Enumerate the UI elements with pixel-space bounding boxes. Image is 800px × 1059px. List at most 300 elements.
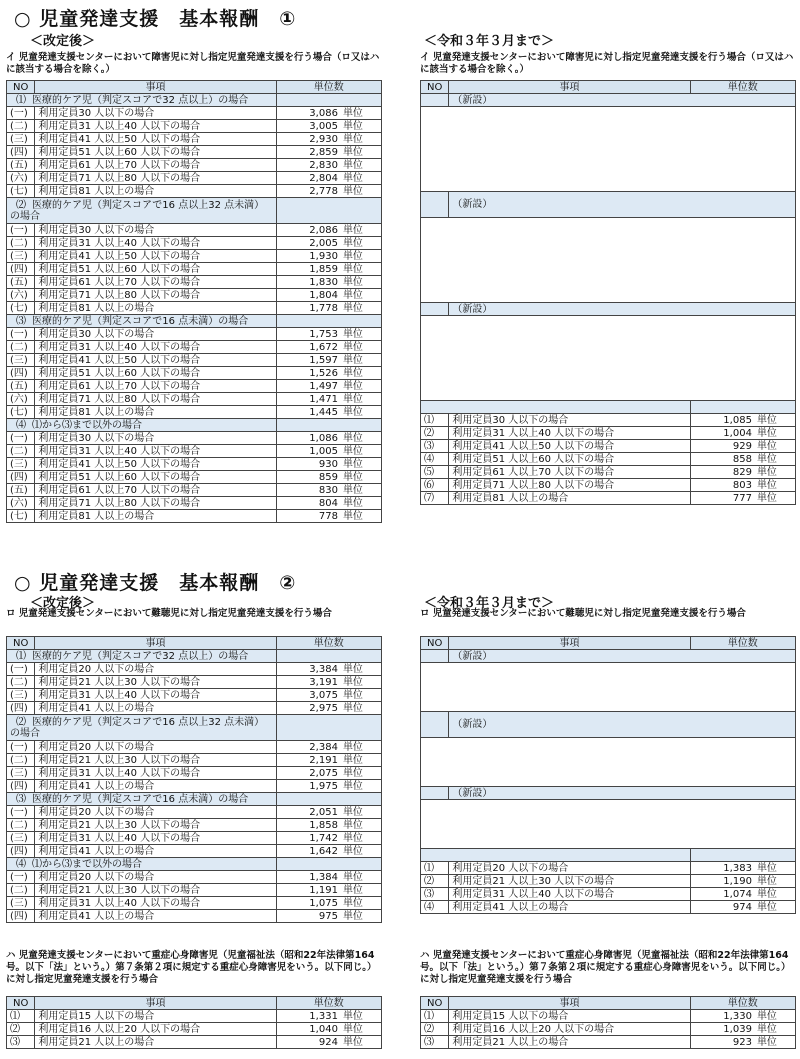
- row-unit-label: 単位: [341, 354, 382, 367]
- group-text: ⑴から⑶まで以外の場合: [32, 858, 142, 870]
- row-unit-label: 単位: [341, 871, 382, 884]
- row-item: 利用定員30 人以下の場合: [35, 107, 276, 120]
- blank-cell: [421, 290, 796, 303]
- row-item: 利用定員20 人以下の場合: [35, 741, 276, 754]
- table-row: [7, 133, 382, 146]
- group-units: [276, 419, 381, 432]
- blank-cell: [421, 675, 796, 687]
- group-units: [690, 401, 795, 414]
- row-units-value: 1,085: [690, 414, 755, 427]
- table-row: [7, 289, 382, 302]
- row-item: 利用定員81 人以上の場合: [35, 185, 276, 198]
- blank-row: [421, 167, 796, 179]
- row-item: 利用定員51 人以上60 人以下の場合: [449, 453, 690, 466]
- table-row: [7, 471, 382, 484]
- blank-row: [421, 750, 796, 762]
- row-item: 利用定員41 人以上50 人以下の場合: [35, 133, 276, 146]
- row-unit-label: 単位: [341, 328, 382, 341]
- table1-old: [420, 80, 796, 505]
- table-row: [421, 1023, 796, 1036]
- row-no: ⑷: [421, 901, 449, 914]
- blank-row: [421, 364, 796, 376]
- row-units-value: 1,445: [276, 406, 341, 419]
- row-unit-label: 単位: [341, 663, 382, 676]
- table-row: [7, 1010, 382, 1023]
- blank-row: [421, 242, 796, 254]
- row-units-value: 929: [690, 440, 755, 453]
- row-unit-label: 単位: [341, 263, 382, 276]
- group-units: [276, 94, 381, 107]
- group-row: [7, 419, 382, 432]
- table2-new: [6, 636, 382, 923]
- row-no: (三): [7, 897, 35, 910]
- blank-cell: [421, 836, 796, 849]
- row-no: (四): [7, 263, 35, 276]
- table-row: [7, 445, 382, 458]
- table-header: [421, 81, 796, 94]
- row-no: (三): [7, 354, 35, 367]
- group-row: [421, 849, 796, 862]
- table-row: [7, 172, 382, 185]
- table-header: [7, 81, 382, 94]
- blank-cell: [421, 364, 796, 376]
- row-no: ⑴: [421, 414, 449, 427]
- header-no: NO: [7, 637, 35, 650]
- table3-old: [420, 996, 796, 1049]
- blank-row: [421, 388, 796, 401]
- row-units-value: 777: [690, 492, 755, 505]
- row-unit-label: 単位: [755, 1036, 796, 1049]
- row-item: 利用定員16 人以上20 人以下の場合: [449, 1023, 690, 1036]
- blank-row: [421, 340, 796, 352]
- row-unit-label: 単位: [755, 440, 796, 453]
- table-row: [7, 780, 382, 793]
- blank-row: [421, 812, 796, 824]
- row-no: [421, 192, 449, 218]
- section3-new-desc: ハ 児童発達支援センターにおいて重症心身障害児（児童福祉法（昭和22年法律第164 号。以下「法」という。）第７条第２項に規定する重症心身障害児をいう。以下同じ。）に対し指定児童発達支援を行う場合: [6, 950, 377, 985]
- row-no: (四): [7, 146, 35, 159]
- table-row: [7, 845, 382, 858]
- row-units-value: 1,075: [276, 897, 341, 910]
- row-no: (六): [7, 172, 35, 185]
- row-unit-label: 単位: [341, 367, 382, 380]
- row-item: 利用定員31 人以上40 人以下の場合: [35, 237, 276, 250]
- row-unit-label: 単位: [341, 845, 382, 858]
- row-unit-label: 単位: [341, 393, 382, 406]
- row-unit-label: 単位: [755, 901, 796, 914]
- row-no: ⑶: [421, 1036, 449, 1049]
- table1-new: [6, 80, 382, 523]
- row-no: (二): [7, 819, 35, 832]
- row-units-value: 1,331: [276, 1010, 341, 1023]
- blank-row: [421, 218, 796, 231]
- row-item: 利用定員71 人以上80 人以下の場合: [35, 172, 276, 185]
- blank-cell: [421, 812, 796, 824]
- row-no: (三): [7, 767, 35, 780]
- header-no: NO: [7, 997, 35, 1010]
- header-units: 単位数: [690, 81, 795, 94]
- table-row: [421, 492, 796, 505]
- header-item: 事項: [35, 997, 276, 1010]
- table-header: [7, 997, 382, 1010]
- blank-cell: [421, 242, 796, 254]
- row-item: 利用定員31 人以上40 人以下の場合: [35, 767, 276, 780]
- group-units: [276, 315, 381, 328]
- group-number: ⑶: [16, 315, 26, 327]
- row-units-value: 1,005: [276, 445, 341, 458]
- row-no: (五): [7, 484, 35, 497]
- row-unit-label: 単位: [341, 133, 382, 146]
- group-text: 医療的ケア児（判定スコアで16 点以上32 点未満）の場合: [10, 716, 265, 739]
- new-label: （新設）: [449, 787, 796, 800]
- row-no: ⑺: [421, 492, 449, 505]
- table-row: [7, 884, 382, 897]
- row-unit-label: 単位: [341, 380, 382, 393]
- row-unit-label: 単位: [341, 819, 382, 832]
- row-item: 利用定員71 人以上80 人以下の場合: [35, 289, 276, 302]
- group-units: [276, 650, 381, 663]
- row-item: 利用定員51 人以上60 人以下の場合: [35, 367, 276, 380]
- row-item: 利用定員21 人以上の場合: [35, 1036, 276, 1049]
- row-item: 利用定員21 人以上30 人以下の場合: [35, 819, 276, 832]
- table3-new: [6, 996, 382, 1049]
- blank-row: [421, 376, 796, 388]
- row-no: ⑶: [421, 888, 449, 901]
- row-units-value: 1,086: [276, 432, 341, 445]
- group-label: [7, 94, 277, 107]
- blank-row: [421, 316, 796, 329]
- row-units-value: 858: [690, 453, 755, 466]
- row-no: (一): [7, 741, 35, 754]
- row-units-value: 1,753: [276, 328, 341, 341]
- row-unit-label: 単位: [341, 341, 382, 354]
- blank-cell: [421, 316, 796, 329]
- row-no: (二): [7, 341, 35, 354]
- row-unit-label: 単位: [755, 1023, 796, 1036]
- row-unit-label: 単位: [341, 120, 382, 133]
- row-item: 利用定員51 人以上60 人以下の場合: [35, 263, 276, 276]
- row-no: (二): [7, 884, 35, 897]
- new-establishment-row: [421, 787, 796, 800]
- table-row: [7, 702, 382, 715]
- blank-cell: [421, 376, 796, 388]
- row-units-value: 1,191: [276, 884, 341, 897]
- row-item: 利用定員30 人以下の場合: [449, 414, 690, 427]
- group-label: [7, 793, 277, 806]
- row-item: 利用定員31 人以上40 人以下の場合: [35, 445, 276, 458]
- row-item: 利用定員81 人以上の場合: [449, 492, 690, 505]
- row-unit-label: 単位: [341, 302, 382, 315]
- table-row: [7, 832, 382, 845]
- row-unit-label: 単位: [341, 250, 382, 263]
- row-item: 利用定員30 人以下の場合: [35, 328, 276, 341]
- table-row: [421, 466, 796, 479]
- row-item: 利用定員31 人以上40 人以下の場合: [35, 120, 276, 133]
- header-no: NO: [7, 81, 35, 94]
- new-establishment-row: [421, 94, 796, 107]
- row-no: (二): [7, 237, 35, 250]
- row-units-value: 2,086: [276, 224, 341, 237]
- header-units: 単位数: [276, 997, 381, 1010]
- row-unit-label: 単位: [755, 414, 796, 427]
- group-units: [276, 858, 381, 871]
- table-row: [421, 901, 796, 914]
- new-label: （新設）: [449, 712, 796, 738]
- blank-cell: [421, 750, 796, 762]
- row-item: 利用定員21 人以上30 人以下の場合: [35, 754, 276, 767]
- group-label: [421, 849, 691, 862]
- table-row: [421, 479, 796, 492]
- row-no: (五): [7, 159, 35, 172]
- blank-cell: [421, 107, 796, 120]
- row-item: 利用定員31 人以上40 人以下の場合: [35, 897, 276, 910]
- blank-cell: [421, 388, 796, 401]
- blank-cell: [421, 738, 796, 751]
- row-units-value: 1,778: [276, 302, 341, 315]
- blank-cell: [421, 328, 796, 340]
- table-row: [7, 237, 382, 250]
- new-label: （新設）: [449, 303, 796, 316]
- row-units-value: 2,930: [276, 133, 341, 146]
- table-row: [7, 380, 382, 393]
- row-unit-label: 単位: [341, 224, 382, 237]
- row-unit-label: 単位: [341, 754, 382, 767]
- row-units-value: 1,040: [276, 1023, 341, 1036]
- row-units-value: 1,004: [690, 427, 755, 440]
- row-no: (三): [7, 832, 35, 845]
- row-no: (四): [7, 845, 35, 858]
- row-unit-label: 単位: [341, 1010, 382, 1023]
- row-item: 利用定員41 人以上の場合: [449, 901, 690, 914]
- row-units-value: 974: [690, 901, 755, 914]
- table-header: [421, 997, 796, 1010]
- new-label: （新設）: [449, 94, 796, 107]
- row-no: (四): [7, 367, 35, 380]
- row-item: 利用定員71 人以上80 人以下の場合: [35, 497, 276, 510]
- group-number: ⑵: [16, 716, 26, 728]
- table-row: [7, 510, 382, 523]
- row-no: (一): [7, 224, 35, 237]
- blank-cell: [421, 762, 796, 774]
- row-units-value: 829: [690, 466, 755, 479]
- blank-row: [421, 800, 796, 813]
- row-unit-label: 単位: [341, 237, 382, 250]
- row-item: 利用定員21 人以上の場合: [449, 1036, 690, 1049]
- row-item: 利用定員16 人以上20 人以下の場合: [35, 1023, 276, 1036]
- table-row: [7, 767, 382, 780]
- header-units: 単位数: [276, 81, 381, 94]
- row-unit-label: 単位: [755, 427, 796, 440]
- group-label: [7, 315, 277, 328]
- row-no: (四): [7, 702, 35, 715]
- row-no: [421, 650, 449, 663]
- row-units-value: 803: [690, 479, 755, 492]
- row-unit-label: 単位: [341, 689, 382, 702]
- table-row: [7, 663, 382, 676]
- blank-row: [421, 824, 796, 836]
- row-item: 利用定員51 人以上60 人以下の場合: [35, 146, 276, 159]
- row-units-value: 2,859: [276, 146, 341, 159]
- group-text: ⑴から⑶まで以外の場合: [32, 419, 142, 431]
- blank-row: [421, 119, 796, 131]
- table-row: [7, 484, 382, 497]
- group-number: ⑴: [16, 650, 26, 662]
- table-row: [7, 871, 382, 884]
- row-units-value: 1,975: [276, 780, 341, 793]
- row-unit-label: 単位: [341, 1036, 382, 1049]
- section1-old-desc: イ 児童発達支援センターにおいて障害児に対し指定児童発達支援を行う場合（ロ又はハに該当する場合を除く。）: [420, 52, 794, 75]
- row-unit-label: 単位: [341, 289, 382, 302]
- section2-new-desc: ロ 児童発達支援センターにおいて難聴児に対し指定児童発達支援を行う場合: [6, 608, 332, 619]
- table-header: [7, 637, 382, 650]
- group-label: [7, 715, 277, 741]
- table-row: [7, 328, 382, 341]
- row-no: (一): [7, 107, 35, 120]
- row-item: 利用定員20 人以下の場合: [35, 663, 276, 676]
- row-item: 利用定員20 人以下の場合: [35, 806, 276, 819]
- row-unit-label: 単位: [341, 185, 382, 198]
- row-no: (四): [7, 471, 35, 484]
- row-item: 利用定員31 人以上40 人以下の場合: [35, 341, 276, 354]
- row-item: 利用定員31 人以上40 人以下の場合: [35, 689, 276, 702]
- row-no: [421, 787, 449, 800]
- blank-cell: [421, 218, 796, 231]
- blank-row: [421, 352, 796, 364]
- group-number: ⑶: [16, 793, 26, 805]
- table-row: [7, 910, 382, 923]
- blank-row: [421, 107, 796, 120]
- row-no: (四): [7, 910, 35, 923]
- table-row: [7, 806, 382, 819]
- table-row: [7, 393, 382, 406]
- row-item: 利用定員51 人以上60 人以下の場合: [35, 471, 276, 484]
- table-row: [7, 819, 382, 832]
- section1-new-desc: イ 児童発達支援センターにおいて障害児に対し指定児童発達支援を行う場合（ロ又はハに該当する場合を除く。）: [6, 52, 380, 75]
- row-units-value: 1,471: [276, 393, 341, 406]
- table-row: [7, 263, 382, 276]
- row-units-value: 2,075: [276, 767, 341, 780]
- row-unit-label: 単位: [341, 1023, 382, 1036]
- new-establishment-row: [421, 192, 796, 218]
- row-no: (一): [7, 806, 35, 819]
- row-unit-label: 単位: [341, 884, 382, 897]
- row-unit-label: 単位: [341, 497, 382, 510]
- row-no: ⑴: [7, 1010, 35, 1023]
- row-no: (一): [7, 432, 35, 445]
- row-units-value: 1,074: [690, 888, 755, 901]
- row-unit-label: 単位: [341, 172, 382, 185]
- section2-title: ○ 児童発達支援 基本報酬 ②: [14, 572, 297, 594]
- row-no: ⑹: [421, 479, 449, 492]
- row-units-value: 923: [690, 1036, 755, 1049]
- table-row: [7, 1023, 382, 1036]
- section1-new-heading: ＜改定後＞: [30, 34, 96, 49]
- blank-cell: [421, 663, 796, 676]
- row-unit-label: 単位: [755, 1010, 796, 1023]
- row-unit-label: 単位: [341, 276, 382, 289]
- table-row: [7, 159, 382, 172]
- row-units-value: 3,075: [276, 689, 341, 702]
- row-units-value: 1,526: [276, 367, 341, 380]
- header-item: 事項: [35, 81, 276, 94]
- row-no: [421, 303, 449, 316]
- row-units-value: 2,051: [276, 806, 341, 819]
- table-row: [7, 224, 382, 237]
- group-row: [7, 315, 382, 328]
- group-text: 医療的ケア児（判定スコアで16 点未満）の場合: [32, 315, 249, 327]
- section2-new-heading: ＜改定後＞: [30, 596, 96, 611]
- row-unit-label: 単位: [755, 875, 796, 888]
- header-item: 事項: [449, 637, 690, 650]
- row-unit-label: 単位: [341, 702, 382, 715]
- row-no: (七): [7, 302, 35, 315]
- row-item: 利用定員61 人以上70 人以下の場合: [35, 484, 276, 497]
- row-no: (六): [7, 289, 35, 302]
- blank-row: [421, 143, 796, 155]
- group-label: [7, 419, 277, 432]
- header-no: NO: [421, 997, 449, 1010]
- header-units: 単位数: [690, 637, 795, 650]
- row-unit-label: 単位: [341, 406, 382, 419]
- table2-old: [420, 636, 796, 914]
- blank-cell: [421, 119, 796, 131]
- row-item: 利用定員20 人以下の場合: [35, 871, 276, 884]
- row-no: ⑵: [421, 427, 449, 440]
- group-row: [7, 715, 382, 741]
- row-units-value: 1,742: [276, 832, 341, 845]
- row-units-value: 1,497: [276, 380, 341, 393]
- group-number: ⑴: [16, 94, 26, 106]
- group-label: [7, 650, 277, 663]
- table-row: [7, 146, 382, 159]
- row-no: (三): [7, 250, 35, 263]
- row-unit-label: 単位: [341, 107, 382, 120]
- row-unit-label: 単位: [341, 159, 382, 172]
- group-row: [7, 94, 382, 107]
- row-no: ⑴: [421, 1010, 449, 1023]
- row-unit-label: 単位: [341, 510, 382, 523]
- table-row: [7, 276, 382, 289]
- blank-cell: [421, 824, 796, 836]
- row-units-value: 3,005: [276, 120, 341, 133]
- table-row: [7, 897, 382, 910]
- blank-row: [421, 155, 796, 167]
- row-units-value: 804: [276, 497, 341, 510]
- header-no: NO: [421, 81, 449, 94]
- table-row: [7, 107, 382, 120]
- blank-row: [421, 278, 796, 290]
- row-unit-label: 単位: [341, 910, 382, 923]
- row-no: ⑶: [7, 1036, 35, 1049]
- row-unit-label: 単位: [755, 479, 796, 492]
- table-row: [7, 458, 382, 471]
- row-item: 利用定員61 人以上70 人以下の場合: [35, 276, 276, 289]
- group-text: 医療的ケア児（判定スコアで32 点以上）の場合: [32, 650, 249, 662]
- table-row: [421, 862, 796, 875]
- table-row: [7, 250, 382, 263]
- new-establishment-row: [421, 650, 796, 663]
- blank-cell: [421, 167, 796, 179]
- group-row: [421, 401, 796, 414]
- row-unit-label: 単位: [341, 432, 382, 445]
- row-item: 利用定員21 人以上30 人以下の場合: [35, 884, 276, 897]
- row-item: 利用定員81 人以上の場合: [35, 302, 276, 315]
- header-item: 事項: [449, 997, 690, 1010]
- row-no: (五): [7, 276, 35, 289]
- section1-old-heading: ＜令和３年３月まで＞: [424, 34, 555, 49]
- group-text: 医療的ケア児（判定スコアで32 点以上）の場合: [32, 94, 249, 106]
- row-item: 利用定員81 人以上の場合: [35, 510, 276, 523]
